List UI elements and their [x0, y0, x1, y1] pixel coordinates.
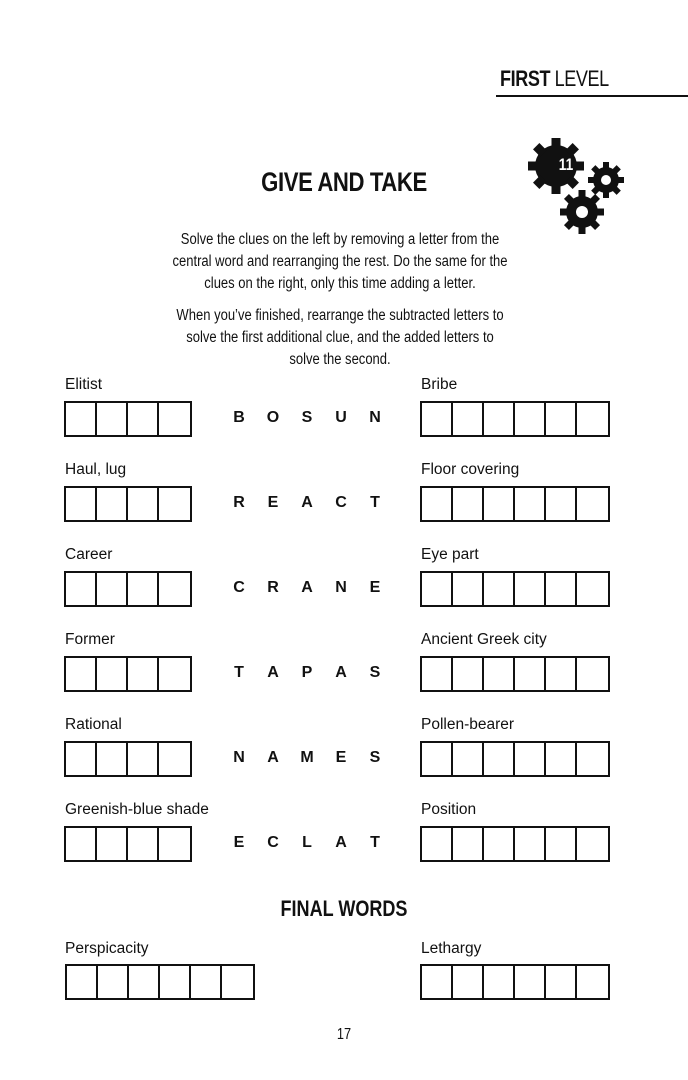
- answer-cell[interactable]: [453, 658, 484, 690]
- answer-cell[interactable]: [66, 658, 97, 690]
- right-answer-boxes[interactable]: [420, 826, 610, 862]
- answer-cell[interactable]: [484, 403, 515, 435]
- answer-cell[interactable]: [515, 403, 546, 435]
- answer-cell[interactable]: [422, 573, 453, 605]
- answer-cell[interactable]: [546, 403, 577, 435]
- central-letter: L: [302, 834, 312, 851]
- answer-cell[interactable]: [66, 828, 97, 860]
- answer-cell[interactable]: [453, 966, 484, 998]
- level-header: [500, 66, 609, 92]
- answer-cell[interactable]: [66, 743, 97, 775]
- central-letter: S: [301, 409, 313, 426]
- right-clue-label: Eye part: [421, 546, 479, 563]
- answer-cell[interactable]: [515, 658, 546, 690]
- central-letter: A: [301, 579, 313, 596]
- final-left-answer-boxes[interactable]: [65, 964, 255, 1000]
- answer-cell[interactable]: [546, 658, 577, 690]
- answer-cell[interactable]: [484, 488, 515, 520]
- answer-cell[interactable]: [159, 658, 190, 690]
- answer-cell[interactable]: [67, 966, 98, 998]
- answer-cell[interactable]: [129, 966, 160, 998]
- right-clue-label: Pollen-bearer: [421, 716, 515, 733]
- answer-cell[interactable]: [577, 658, 608, 690]
- central-letter: T: [370, 494, 380, 511]
- central-word: [232, 579, 382, 597]
- answer-cell[interactable]: [128, 403, 159, 435]
- central-letter: T: [234, 664, 244, 681]
- answer-cell[interactable]: [97, 658, 128, 690]
- right-clue-label: Ancient Greek city: [421, 631, 547, 648]
- answer-cell[interactable]: [97, 828, 128, 860]
- answer-cell[interactable]: [515, 573, 546, 605]
- puzzle-number: 11: [558, 155, 574, 174]
- answer-cell[interactable]: [98, 966, 129, 998]
- central-letter: N: [335, 579, 347, 596]
- central-letter: M: [300, 749, 314, 766]
- answer-cell[interactable]: [577, 743, 608, 775]
- left-answer-boxes[interactable]: [64, 741, 192, 777]
- answer-cell[interactable]: [577, 573, 608, 605]
- answer-cell[interactable]: [484, 573, 515, 605]
- answer-cell[interactable]: [66, 488, 97, 520]
- answer-cell[interactable]: [546, 966, 577, 998]
- answer-cell[interactable]: [453, 488, 484, 520]
- central-letter: B: [233, 409, 245, 426]
- central-letter: A: [335, 834, 347, 851]
- answer-cell[interactable]: [515, 828, 546, 860]
- answer-cell[interactable]: [453, 743, 484, 775]
- answer-cell[interactable]: [546, 573, 577, 605]
- answer-cell[interactable]: [546, 488, 577, 520]
- central-letter: S: [369, 749, 381, 766]
- answer-cell[interactable]: [515, 966, 546, 998]
- header-rule: [496, 95, 688, 97]
- instructions-paragraph-1: Solve the clues on the left by removing a letter from the central word and rearranging the rest. Do the same for the clues on the right, only this time adding a letter.: [172, 231, 508, 292]
- answer-cell[interactable]: [159, 743, 190, 775]
- answer-cell[interactable]: [546, 743, 577, 775]
- answer-cell[interactable]: [422, 488, 453, 520]
- answer-cell[interactable]: [484, 658, 515, 690]
- central-letter: O: [266, 409, 280, 426]
- central-letter: N: [233, 749, 245, 766]
- central-letter: E: [233, 834, 245, 851]
- answer-cell[interactable]: [159, 488, 190, 520]
- instructions-paragraph-2: When you’ve finished, rearrange the subtracted letters to solve the first additional clue, and the added letters to solve the second.: [176, 307, 504, 368]
- central-letter: E: [267, 494, 279, 511]
- central-letter: C: [267, 834, 279, 851]
- answer-cell[interactable]: [97, 743, 128, 775]
- answer-cell[interactable]: [97, 573, 128, 605]
- final-right-clue-label: Lethargy: [421, 940, 482, 957]
- level-header-bold: FIRST: [500, 66, 551, 91]
- answer-cell[interactable]: [577, 403, 608, 435]
- central-letter: A: [267, 664, 279, 681]
- central-word: [232, 834, 382, 852]
- left-clue-label: Career: [65, 546, 113, 563]
- answer-cell[interactable]: [159, 573, 190, 605]
- central-letter: R: [267, 579, 279, 596]
- central-letter: C: [233, 579, 245, 596]
- right-clue-label: Floor covering: [421, 461, 520, 478]
- answer-cell[interactable]: [97, 403, 128, 435]
- left-clue-label: Rational: [65, 716, 122, 733]
- answer-cell[interactable]: [128, 828, 159, 860]
- answer-cell[interactable]: [577, 488, 608, 520]
- answer-cell[interactable]: [577, 966, 608, 998]
- left-answer-boxes[interactable]: [64, 656, 192, 692]
- answer-cell[interactable]: [66, 573, 97, 605]
- left-clue-label: Greenish-blue shade: [65, 801, 209, 818]
- final-words-title: FINAL WORDS: [280, 896, 408, 921]
- left-clue-label: Former: [65, 631, 115, 648]
- answer-cell[interactable]: [159, 828, 190, 860]
- answer-cell[interactable]: [160, 966, 191, 998]
- final-left-clue-label: Perspicacity: [65, 940, 149, 957]
- answer-cell[interactable]: [484, 828, 515, 860]
- central-letter: T: [370, 834, 380, 851]
- answer-cell[interactable]: [453, 573, 484, 605]
- central-letter: E: [369, 579, 381, 596]
- answer-cell[interactable]: [128, 743, 159, 775]
- right-answer-boxes[interactable]: [420, 741, 610, 777]
- answer-cell[interactable]: [422, 966, 453, 998]
- left-answer-boxes[interactable]: [64, 401, 192, 437]
- level-header-rest: LEVEL: [554, 66, 609, 91]
- answer-cell[interactable]: [422, 743, 453, 775]
- answer-cell[interactable]: [515, 488, 546, 520]
- central-letter: U: [335, 409, 347, 426]
- central-letter: P: [301, 664, 313, 681]
- answer-cell[interactable]: [515, 743, 546, 775]
- answer-cell[interactable]: [222, 966, 253, 998]
- answer-cell[interactable]: [453, 403, 484, 435]
- left-answer-boxes[interactable]: [64, 486, 192, 522]
- right-answer-boxes[interactable]: [420, 401, 610, 437]
- left-clue-label: Haul, lug: [65, 461, 127, 478]
- right-clue-label: Position: [421, 801, 477, 818]
- left-clue-label: Elitist: [65, 376, 103, 393]
- answer-cell[interactable]: [422, 658, 453, 690]
- answer-cell[interactable]: [128, 488, 159, 520]
- right-answer-boxes[interactable]: [420, 571, 610, 607]
- central-letter: E: [335, 749, 347, 766]
- right-clue-label: Bribe: [421, 376, 458, 393]
- left-answer-boxes[interactable]: [64, 826, 192, 862]
- answer-cell[interactable]: [453, 828, 484, 860]
- central-letter: C: [335, 494, 347, 511]
- central-word: [232, 494, 382, 512]
- answer-cell[interactable]: [159, 403, 190, 435]
- answer-cell[interactable]: [484, 966, 515, 998]
- central-letter: A: [267, 749, 279, 766]
- central-word: [232, 409, 382, 427]
- central-letter: N: [369, 409, 381, 426]
- right-answer-boxes[interactable]: [420, 656, 610, 692]
- central-letter: R: [233, 494, 245, 511]
- answer-cell[interactable]: [422, 828, 453, 860]
- answer-cell[interactable]: [128, 658, 159, 690]
- central-letter: A: [335, 664, 347, 681]
- answer-cell[interactable]: [484, 743, 515, 775]
- page-title: GIVE AND TAKE: [261, 167, 427, 197]
- answer-cell[interactable]: [97, 488, 128, 520]
- answer-cell[interactable]: [546, 828, 577, 860]
- central-word: [232, 664, 382, 682]
- answer-cell[interactable]: [577, 828, 608, 860]
- central-letter: A: [301, 494, 313, 511]
- answer-cell[interactable]: [66, 403, 97, 435]
- left-answer-boxes[interactable]: [64, 571, 192, 607]
- central-word: [232, 749, 382, 767]
- central-letter: S: [369, 664, 381, 681]
- page-number: 17: [336, 1026, 352, 1043]
- answer-cell[interactable]: [191, 966, 222, 998]
- final-right-answer-boxes[interactable]: [420, 964, 610, 1000]
- answer-cell[interactable]: [422, 403, 453, 435]
- answer-cell[interactable]: [128, 573, 159, 605]
- right-answer-boxes[interactable]: [420, 486, 610, 522]
